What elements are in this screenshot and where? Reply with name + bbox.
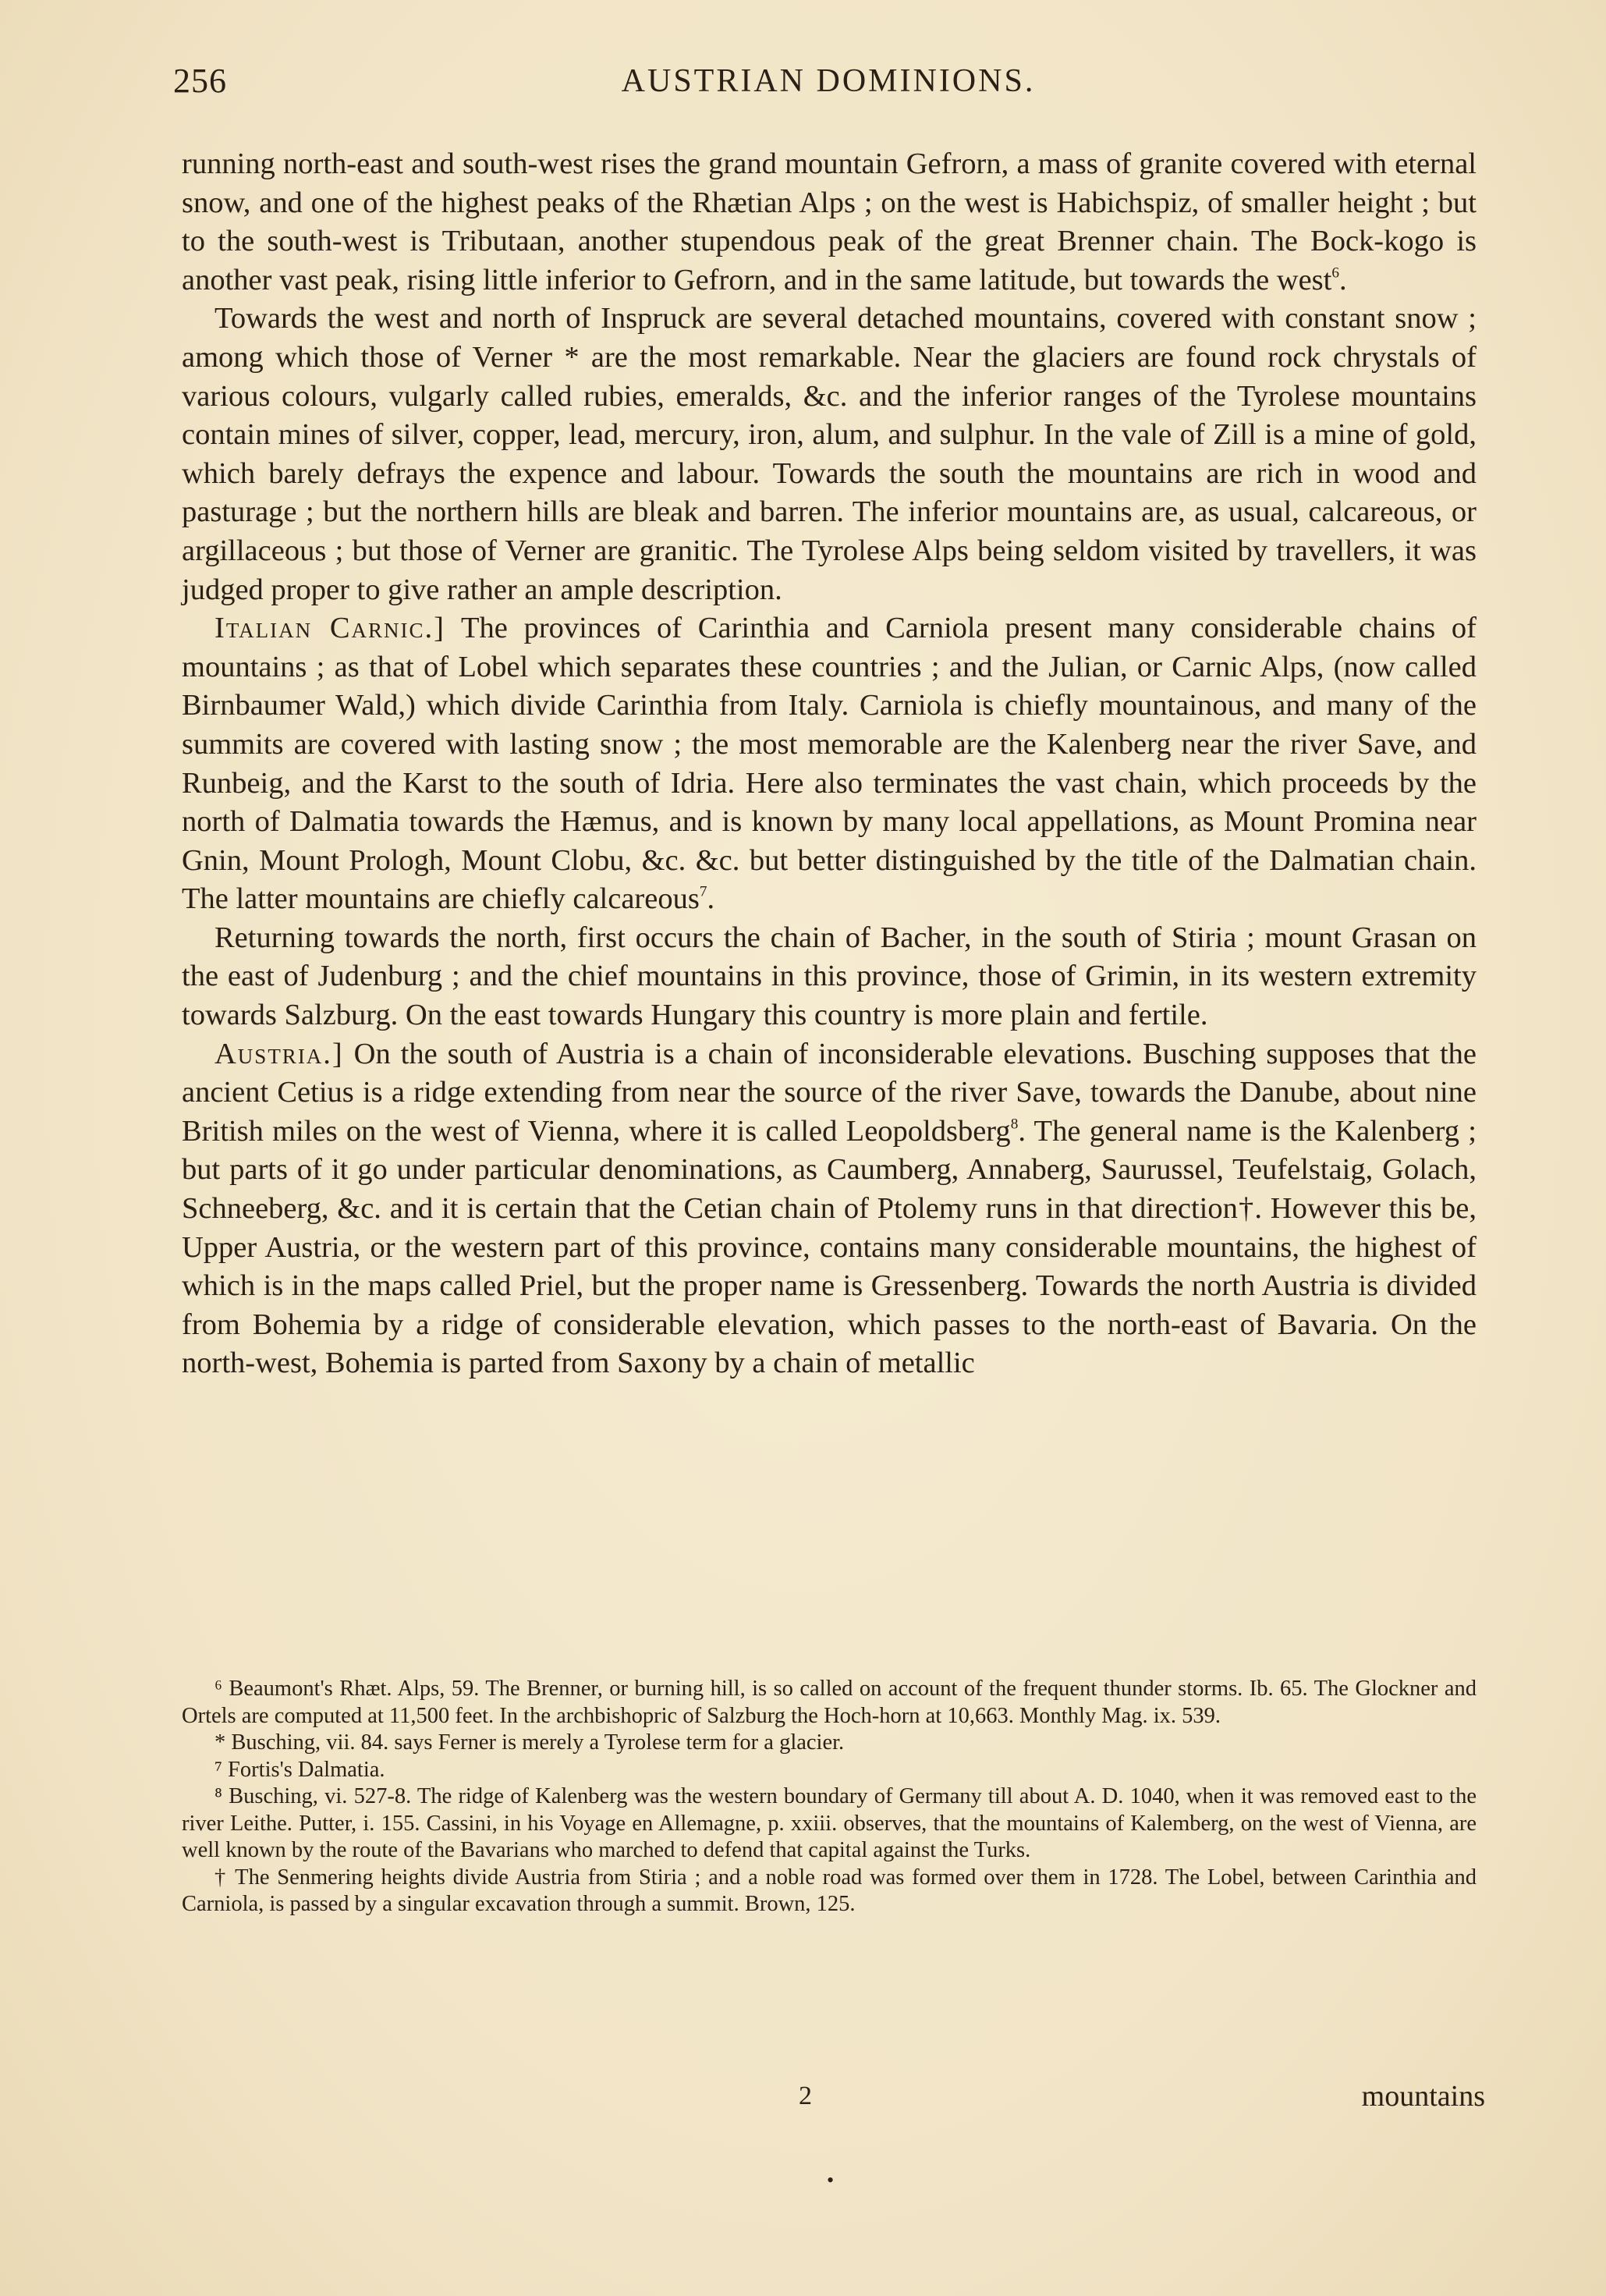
paragraph-4-text: Returning towards the north, first occurs the chain of Bacher, in the south of Stiria ; mount Grasan on the east of Judenburg ; and the chief mountains in this province, those of Grimin, in its western extremity towards Salzburg. On the east towards Hungary this country is more plain and fertile. xyxy=(182,921,1477,1032)
paragraph-2-text-a: Towards the west and north of Inspruck are several detached mountains, covered with constant snow ; among which those of Verner xyxy=(182,302,1477,374)
page-header xyxy=(173,61,1484,108)
paragraph-2-text-b: are the most remarkable. Near the glaciers are found rock chrystals of various colours, vulgarly called rubies, emeralds, &c. and the inferior ranges of the Tyrolese mountains contain mines of silver, copper, lead, mercury, iron, alum, and sulphur. In the vale of Zill is a mine of gold, which barely defrays the expence and labour. Towards the south the mountains are rich in wood and pasturage ; but the northern hills are bleak and barren. The inferior mountains are, as usual, calcareous, or argillaceous ; but those of Verner are granitic. The Tyrolese Alps being seldom visited by travellers, it was judged proper to give rather an ample description. xyxy=(182,340,1477,606)
paragraph-3-tail: . xyxy=(707,882,715,916)
paragraph-1 xyxy=(182,145,1477,300)
catchword: mountains xyxy=(1361,2080,1485,2113)
paragraph-2 xyxy=(182,300,1477,609)
footnote-ref-7: 7 xyxy=(699,883,707,900)
paragraph-5 xyxy=(182,1035,1477,1383)
footnote-dagger: † The Senmering heights divide Austria from Stiria ; and a noble road was formed over them in 1728. The Lobel, between Carinthia and Carniola, is passed by a singular excavation through a summit. Brown, 125. xyxy=(182,1865,1477,1916)
footnote-ref-star: * xyxy=(552,340,591,374)
paragraph-5-text-a: On the south of Austria is a chain of inconsiderable elevations. Busching supposes that the ancient Cetius is a ridge extending from near the source of the river Save, towards the Danube, about nine British miles on the west of Vienna, where it is called Leopoldsberg xyxy=(182,1037,1477,1148)
paragraph-1-text: running north-east and south-west rises the grand mountain Gefrorn, a mass of granite covered with eternal snow, and one of the highest peaks of the Rhætian Alps ; on the west is Habichspiz, of smaller height ; but to the south-west is Tributaan, another stupendous peak of the great Brenner chain. The Bock-kogo is another vast peak, rising little inferior to Gefrorn, and in the same latitude, but towards the west xyxy=(182,147,1477,296)
section-heading-italian-carnic: Italian Carnic.] xyxy=(214,612,445,645)
footnote-ref-dagger: † xyxy=(1237,1192,1255,1226)
footnote-ref-8: 8 xyxy=(1010,1116,1019,1133)
footnote-star: * Busching, vii. 84. says Ferner is merely a Tyrolese term for a glacier. xyxy=(214,1730,845,1755)
footnote-7: ⁷ Fortis's Dalmatia. xyxy=(214,1757,385,1782)
page-number: 256 xyxy=(173,62,227,100)
main-text xyxy=(182,145,1477,1383)
paragraph-1-tail: . xyxy=(1338,263,1347,296)
signature-mark: 2 xyxy=(799,2081,812,2110)
footnote-8: ⁸ Busching, vi. 527-8. The ridge of Kalenberg was the western boundary of Germany till about A. D. 1040, when it was removed east to the river Leithe. Putter, i. 155. Cassini, in his Voyage en Allemagne, p. xxiii. observes, that the mountains of Kalemberg, on the west of Vienna, are well known by the route of the Bavarians who marched to defend that capital against the Turks. xyxy=(182,1784,1477,1862)
paragraph-3 xyxy=(182,609,1477,919)
paragraph-4 xyxy=(182,919,1477,1035)
paragraph-3-text: The provinces of Carinthia and Carniola present many considerable chains of mountains ; as that of Lobel which separates these countries ; and the Julian, or Carnic Alps, (now called Birnbaumer Wald,) which divide Carinthia from Italy. Carniola is chiefly mountainous, and many of the summits are covered with lasting snow ; the most memorable are the Kalenberg near the river Save, and Runbeig, and the Karst to the south of Idria. Here also terminates the vast chain, which proceeds by the north of Dalmatia towards the Hæmus, and is known by many local appellations, as Mount Promina near Gnin, Mount Prologh, Mount Clobu, &c. &c. but better distinguished by the title of the Dalmatian chain. The latter mountains are chiefly calcareous xyxy=(182,612,1477,916)
page-speck: • xyxy=(827,2169,835,2191)
section-heading-austria: Austria.] xyxy=(214,1037,344,1070)
running-title: AUSTRIAN DOMINIONS. xyxy=(621,63,1036,99)
footnote-6: ⁶ Beaumont's Rhæt. Alps, 59. The Brenner, or burning hill, is so called on account of the frequent thunder storms. Ib. 65. The Glockner and Ortels are computed at 11,500 feet. In the archbishopric of Salzburg the Hoch-horn at 10,663. Monthly Mag. ix. 539. xyxy=(182,1677,1477,1728)
paragraph-5-text-b: . The general name is the Kalenberg ; but parts of it go under particular denominations, as Caumberg, Annaberg, Saurussel, Teufelstaig, Golach, Schneeberg, &c. and it is certain that the Cetian chain of Ptolemy runs in that direction xyxy=(182,1114,1477,1226)
footnote-ref-6: 6 xyxy=(1331,264,1339,282)
paragraph-5-text-c: . However this be, Upper Austria, or the western part of this province, contains many considerable mountains, the highest of which is in the maps called Priel, but the proper name is Gressenberg. Towards the north Austria is divided from Bohemia by a ridge of considerable elevation, which passes to the north-east of Bavaria. On the north-west, Bohemia is parted from Saxony by a chain of metallic xyxy=(182,1192,1477,1380)
footnotes xyxy=(182,1676,1477,1918)
